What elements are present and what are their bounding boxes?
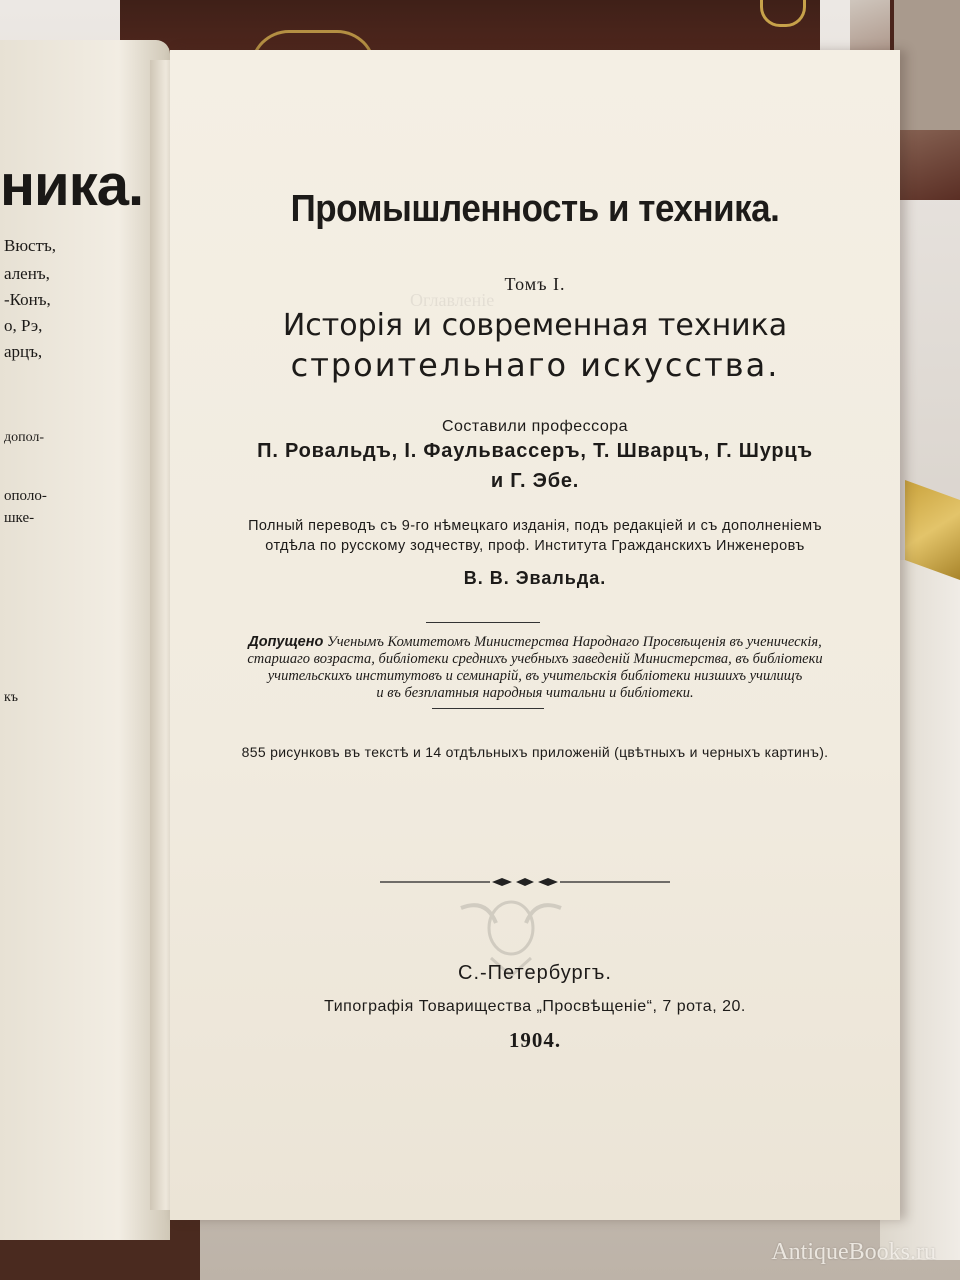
left-page-title-fragment: ника. — [0, 153, 144, 218]
printer-imprint: Типографія Товарищества „Просвѣщеніе“, 7 рота, 20. — [324, 998, 746, 1015]
approval-text: Ученымъ Комитетомъ Министерства Народнаго Просвѣщенія въ ученическія, — [327, 634, 822, 650]
authors-line-2: и Г. Эбе. — [490, 470, 580, 492]
approval-line-1 — [170, 634, 900, 651]
left-page-line: къ — [4, 690, 19, 705]
approval-line-3: учительскихъ институтовъ и семинарій, въ учительскія библіотеки низшихъ училищъ — [267, 668, 803, 684]
show-through-text: Оглавленіе — [410, 290, 495, 310]
site-watermark: AntiqueBooks.ru — [771, 1239, 936, 1265]
illustrations-note: 855 рисунковъ въ текстѣ и 14 отдѣльныхъ приложеній (цвѣтныхъ и черныхъ картинъ). — [241, 744, 829, 760]
left-page-line: Вюстъ, — [4, 236, 57, 255]
left-page-line: о, Рэ, — [4, 316, 43, 335]
approval-line-2: старшаго возраста, библіотеки среднихъ учебныхъ заведеній Министерства, въ библіотеки — [247, 651, 823, 667]
approved-word: Допущено — [248, 634, 324, 650]
divider-rule — [432, 708, 544, 709]
subtitle-line-1: Исторія и современная техника — [282, 308, 788, 343]
editor-name: В. В. Эвальда. — [463, 568, 607, 588]
publication-city: С.-Петербургъ. — [458, 962, 612, 984]
translation-note-line-1: Полный переводъ съ 9-го нѣмецкаго изданія, подъ редакціей и съ дополненіемъ — [248, 518, 822, 534]
left-page — [0, 40, 170, 1240]
authors-line-1: П. Ровальдъ, I. Фаульвассеръ, Т. Шварцъ, Г. Шурцъ — [257, 440, 813, 462]
publication-year: 1904. — [508, 1028, 562, 1052]
book-box-inner — [890, 0, 960, 130]
approval-line-4: и въ безплатныя народныя читальни и библіотеки. — [376, 685, 694, 701]
left-page-line: ополо- — [4, 488, 47, 504]
printer-flourish-icon — [380, 878, 670, 886]
subtitle-line-2: строительнаго искусства. — [290, 346, 780, 384]
left-page-line: аленъ, — [4, 264, 50, 283]
left-page-line: шке- — [4, 510, 35, 526]
book-title: Промышленность и техника. — [290, 188, 780, 230]
left-page-line: допол- — [4, 430, 45, 445]
compiled-by: Составили профессора — [441, 418, 629, 435]
translation-note-line-2: отдѣла по русскому зодчеству, проф. Института Гражданскихъ Инженеровъ — [265, 538, 805, 554]
left-page-line: арцъ, — [4, 342, 43, 361]
volume-number: Томъ I. — [504, 274, 566, 294]
divider-rule — [426, 622, 540, 623]
left-page-line: -Конъ, — [4, 290, 51, 309]
